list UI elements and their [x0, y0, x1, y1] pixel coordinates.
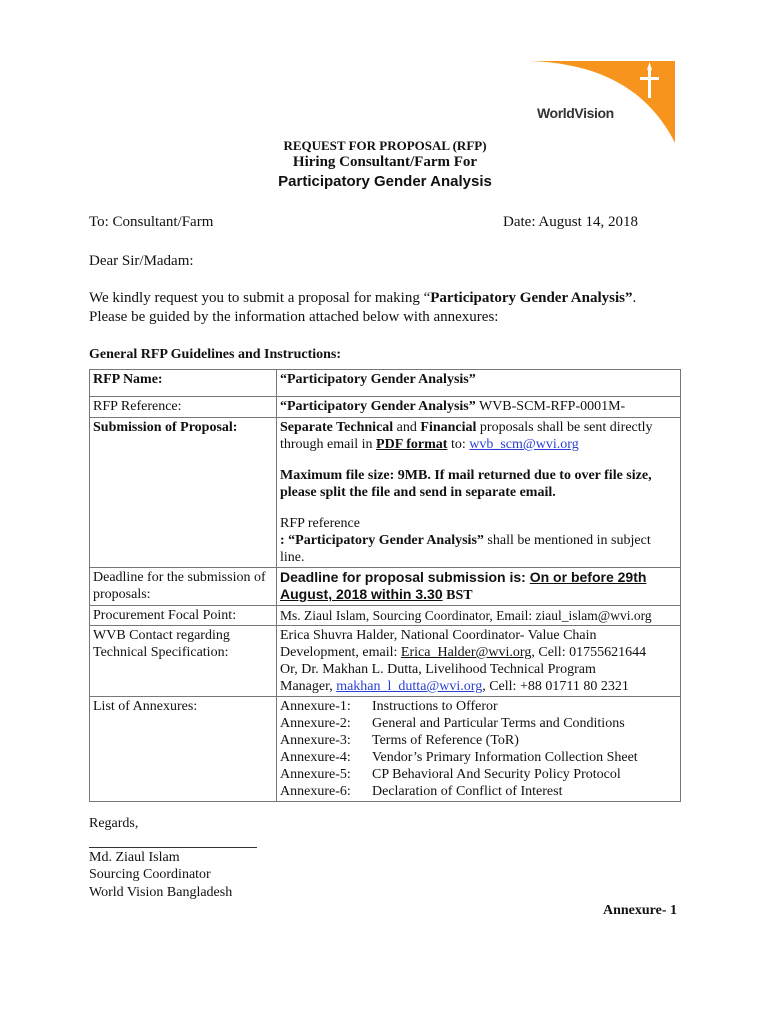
- rfp-name-label: RFP Name:: [90, 370, 277, 397]
- rfp-name-value: “Participatory Gender Analysis”: [277, 370, 681, 397]
- table-row: [90, 606, 681, 626]
- world-vision-logo: [520, 58, 680, 148]
- list-item: Annexure-3: Terms of Reference (ToR): [280, 733, 519, 748]
- list-item: Annexure-5: CP Behavioral And Security Policy Protocol: [280, 767, 621, 782]
- salutation: Dear Sir/Madam:: [89, 253, 194, 269]
- request-paragraph: We kindly request you to submit a proposal for making “Participatory Gender Analysis”.: [89, 290, 637, 306]
- focal-point-label: Procurement Focal Point:: [90, 606, 277, 626]
- list-item: Annexure-2: General and Particular Terms and Conditions: [280, 716, 625, 731]
- table-row: [90, 626, 681, 697]
- table-row: [90, 568, 681, 606]
- table-row: [90, 397, 681, 418]
- rfp-reference-value: “Participatory Gender Analysis” WVB-SCM-RFP-0001M-: [277, 397, 681, 418]
- rfp-title: Participatory Gender Analysis: [278, 173, 492, 190]
- annexures-list: [277, 697, 681, 802]
- focal-point-value: Ms. Ziaul Islam, Sourcing Coordinator, Email: ziaul_islam@wvi.org: [277, 606, 681, 626]
- rfp-heading: REQUEST FOR PROPOSAL (RFP): [283, 138, 487, 153]
- deadline-value: Deadline for proposal submission is: On or before 29th August, 2018 within 3.30 BST: [277, 568, 681, 606]
- rfp-reference-label: RFP Reference:: [90, 397, 277, 418]
- signature-line: [89, 847, 257, 848]
- list-item: Annexure-4: Vendor’s Primary Information Collection Sheet: [280, 750, 638, 765]
- submission-email-link[interactable]: wvb_scm@wvi.org: [469, 437, 579, 452]
- submission-value: Separate Technical and Financial proposals shall be sent directly through email in PDF format to: wvb_scm@wvi.org Maximum file size: 9MB. If mail returned due to over file size, please split the file and send in separate email. RFP reference : “Participatory Gender Analysis” shall be mentioned in subject line.: [277, 418, 681, 568]
- rfp-subheading: Hiring Consultant/Farm For: [292, 154, 478, 170]
- list-item: Annexure-1: Instructions to Offeror: [280, 699, 498, 714]
- deadline-label: Deadline for the submission of proposals:: [90, 568, 277, 606]
- technical-contact-value: Erica Shuvra Halder, National Coordinator- Value Chain Development, email: Erica_Halder@wvi.org, Cell: 01755621644 Or, Dr. Makhan L. Dutta, Livelihood Technical Program Manager, makhan_l_dutta@wvi.org, Cell: +88 01711 80 2321: [277, 626, 681, 697]
- technical-contact-label: WVB Contact regarding Technical Specification:: [90, 626, 277, 697]
- list-item: Annexure-6: Declaration of Conflict of Interest: [280, 784, 563, 799]
- signatory-title: Sourcing Coordinator: [89, 867, 211, 882]
- submission-label: Submission of Proposal:: [90, 418, 277, 568]
- logo-wordmark: WorldVision: [537, 105, 614, 121]
- table-row: [90, 418, 681, 568]
- annexure-footer: Annexure- 1: [603, 903, 678, 918]
- signatory-org: World Vision Bangladesh: [89, 885, 233, 900]
- signatory-name: Md. Ziaul Islam: [89, 850, 180, 865]
- logo-swoosh-icon: [520, 58, 680, 148]
- max-file-size-note: Maximum file size: 9MB. If mail returned due to over file size, please split the file and send in separate email.: [280, 468, 652, 500]
- erica-email-link[interactable]: Erica_Halder@wvi.org: [400, 645, 532, 660]
- recipient: To: Consultant/Farm: [89, 214, 214, 230]
- guidelines-title: General RFP Guidelines and Instructions:: [89, 347, 342, 362]
- regards: Regards,: [89, 816, 139, 831]
- guidance-paragraph: Please be guided by the information attached below with annexures:: [89, 309, 499, 325]
- annexures-label: List of Annexures:: [90, 697, 277, 802]
- letter-date: Date: August 14, 2018: [503, 214, 638, 230]
- table-row: [90, 370, 681, 397]
- rfp-guidelines-table: [89, 369, 681, 802]
- makhan-email-link[interactable]: makhan_l_dutta@wvi.org: [336, 679, 483, 694]
- table-row: [90, 697, 681, 802]
